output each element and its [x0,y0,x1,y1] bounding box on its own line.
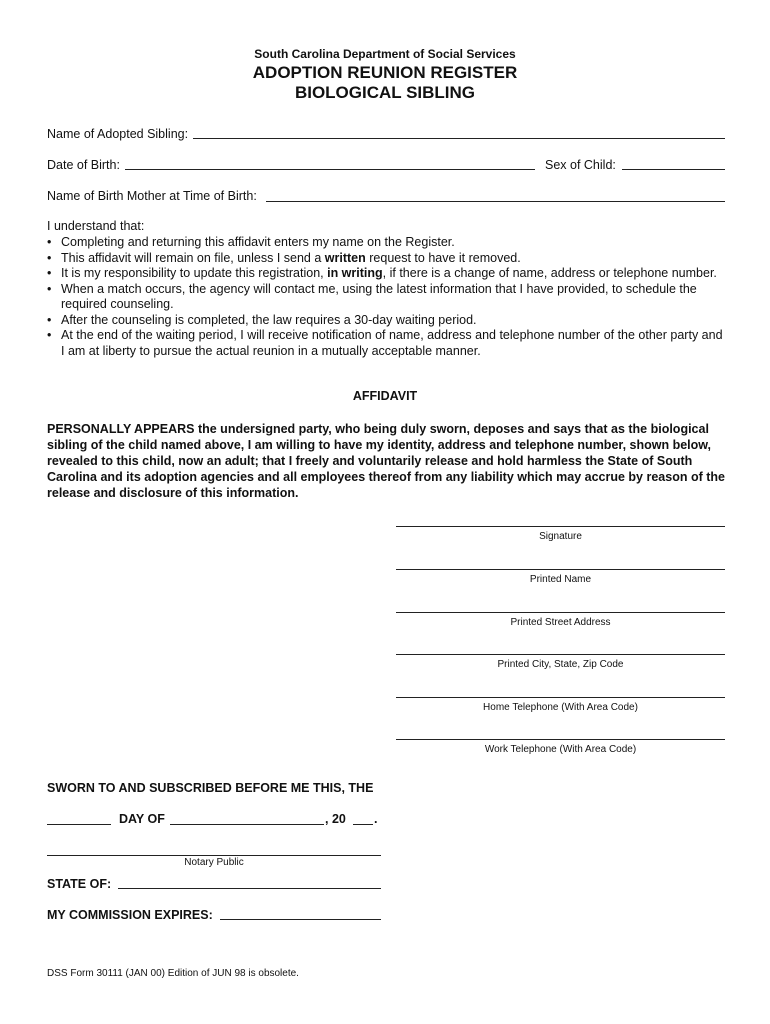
state-of-field[interactable] [118,888,381,889]
list-item [47,251,727,267]
commission-expires-label: MY COMMISSION EXPIRES: [47,908,213,922]
bullet-text: , if there is a change of name, address or telephone number. [382,266,717,280]
bullet-emphasis: written [324,250,366,265]
printed-name-label: Printed Name [529,574,592,585]
bullet-text: At the end of the waiting period, I will receive notification of name, address and telephone number of the other party and I am at liberty to pursue the actual reunion in a mutually acceptable manner. [61,328,723,358]
year-prefix: , 20 [325,812,346,826]
affidavit-body: PERSONALLY APPEARS the undersigned party, who being duly sworn, deposes and says that as the biological sibling of the child named above, I am willing to have my identity, address and telephone number, shown below, revealed to this child, now an adult; that I freely and voluntarily release and hold harmless the State of South Carolina and its adoption agencies and all employees thereof from any liability which may accrue by reason of the release and disclosure of this information. [47,422,725,500]
list-item [47,313,727,329]
dob-label: Date of Birth: [47,158,120,172]
list-item [47,282,727,313]
sex-field[interactable] [622,153,725,170]
bullet-text: It is my responsibility to update this registration, [61,266,328,280]
month-field[interactable] [170,824,324,825]
bullet-text: This affidavit will remain on file, unless I send a [61,250,325,265]
city-state-zip-field[interactable] [396,654,725,655]
bullet-text: When a match occurs, the agency will contact me, using the latest information that I have provided, to schedule the required counseling. [61,281,697,311]
signature-field[interactable] [396,526,725,527]
bullet-emphasis: in writing [327,266,383,280]
year-period: . [374,812,378,826]
street-address-label: Printed Street Address [510,617,611,628]
list-item [47,235,727,251]
notary-public-label: Notary Public [184,857,244,868]
dob-field[interactable] [125,153,535,170]
notary-signature-field[interactable] [47,855,381,856]
printed-name-field[interactable] [396,569,725,570]
birth-mother-label: Name of Birth Mother at Time of Birth: [47,189,257,203]
affidavit-title: AFFIDAVIT [352,389,418,403]
signature-label: Signature [539,531,582,542]
understanding-list [47,235,727,359]
bullet-text: After the counseling is completed, the law requires a 30-day waiting period. [61,312,477,327]
state-of-label: STATE OF: [47,877,112,891]
bullet-text: request to have it removed. [365,250,521,265]
street-address-field[interactable] [396,612,725,613]
commission-expires-field[interactable] [220,919,381,920]
adopted-sibling-label: Name of Adopted Sibling: [47,127,189,141]
work-phone-field[interactable] [396,739,725,740]
understanding-intro: I understand that: [47,219,145,233]
year-field[interactable] [353,824,373,825]
list-item [47,266,727,282]
agency-name: South Carolina Department of Social Services [254,47,516,61]
sex-label: Sex of Child: [545,158,616,172]
form-id-footer: DSS Form 30111 (JAN 00) Edition of JUN 98 is obsolete. [47,968,299,979]
day-of-label: DAY OF [119,812,165,826]
adopted-sibling-field[interactable] [193,122,725,139]
sworn-statement: SWORN TO AND SUBSCRIBED BEFORE ME THIS, THE [47,781,374,795]
home-phone-label: Home Telephone (With Area Code) [483,702,638,713]
bullet-text: Completing and returning this affidavit enters my name on the Register. [61,235,455,249]
form-title: ADOPTION REUNION REGISTER [252,63,518,82]
form-subtitle: BIOLOGICAL SIBLING [294,83,476,102]
home-phone-field[interactable] [396,697,725,698]
birth-mother-field[interactable] [266,185,725,202]
city-state-zip-label: Printed City, State, Zip Code [497,659,624,670]
day-field[interactable] [47,824,111,825]
list-item [47,328,727,359]
work-phone-label: Work Telephone (With Area Code) [484,744,637,755]
